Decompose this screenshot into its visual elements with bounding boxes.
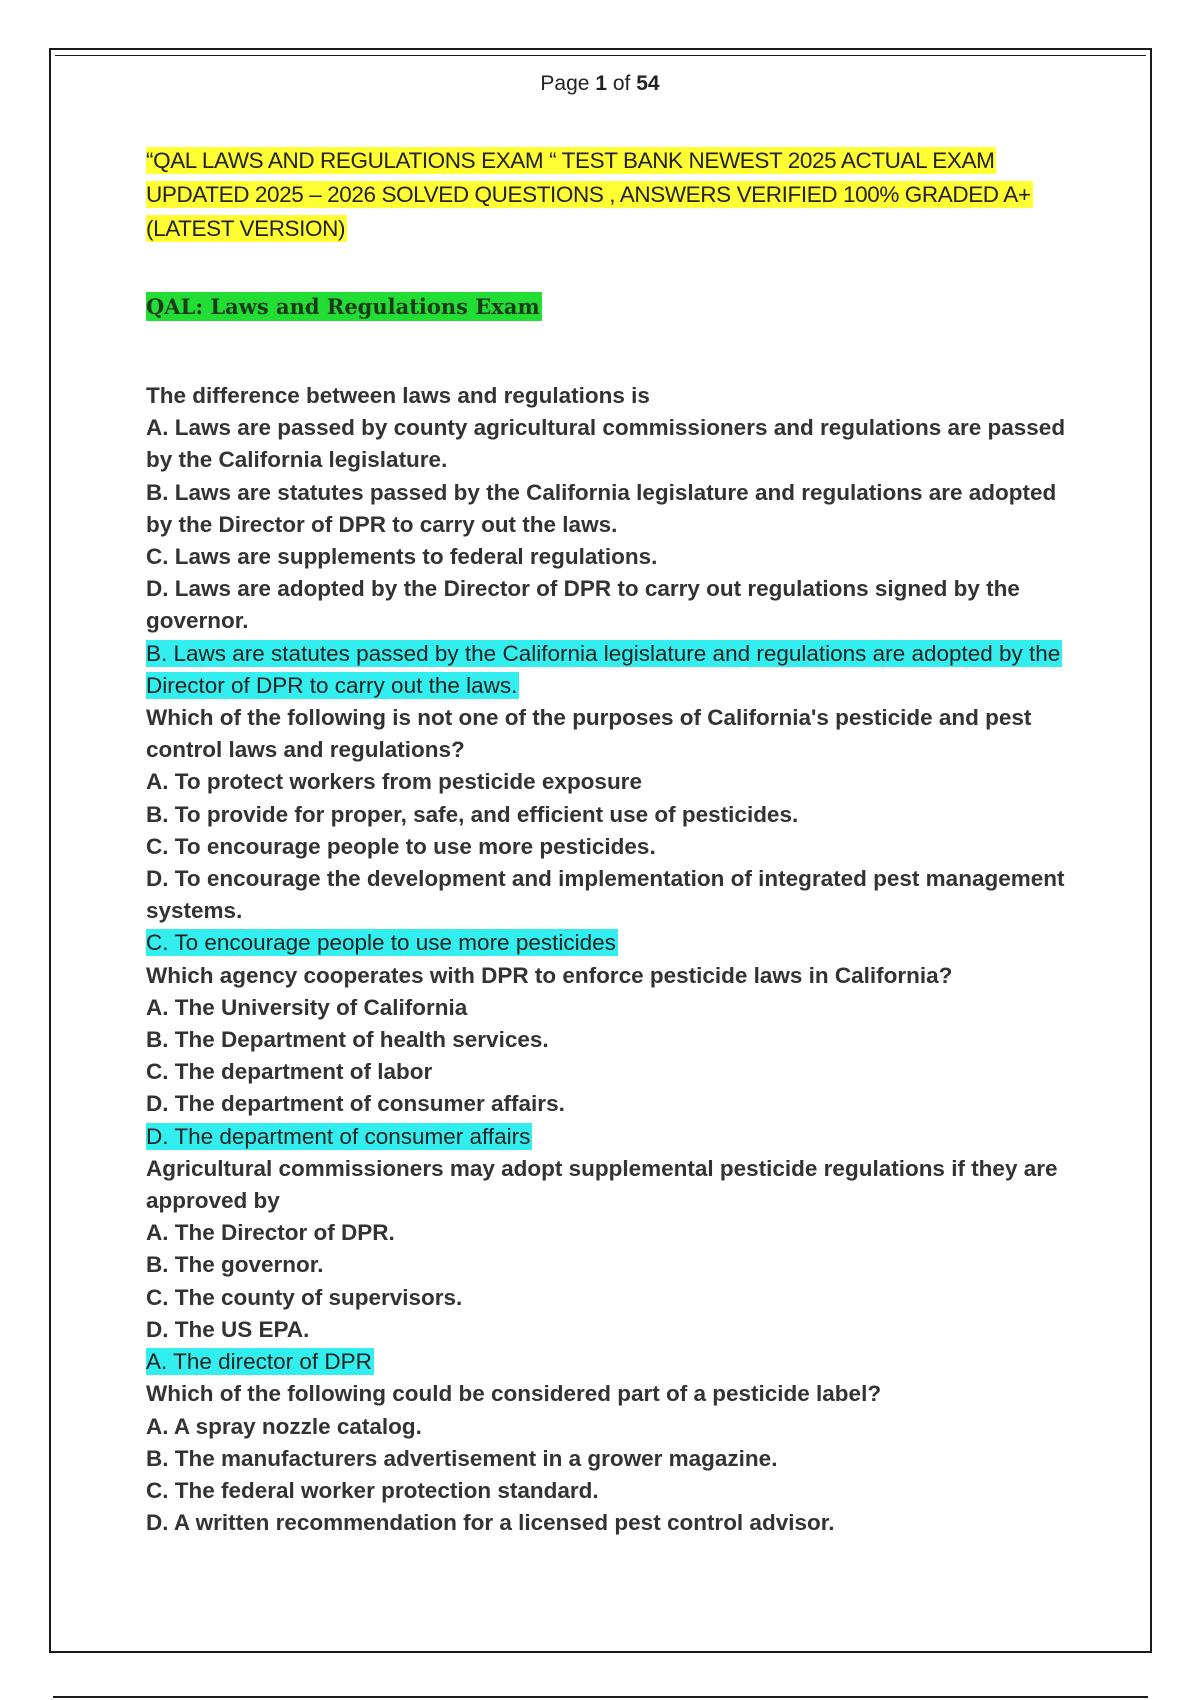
answer-option: D. The US EPA. (146, 1316, 310, 1342)
correct-answer (146, 927, 1066, 959)
answer-option: A. The University of California (146, 994, 468, 1020)
question-list (146, 380, 1066, 1539)
page-prefix: Page (540, 72, 590, 95)
exam-title-line-1: “QAL LAWS AND REGULATIONS EXAM “ TEST BANK NEWEST 2025 ACTUAL EXAM (146, 148, 995, 173)
question-text: Which agency cooperates with DPR to enforce pesticide laws in California? (146, 962, 953, 988)
page-number (0, 72, 1200, 96)
answer-option: B. The governor. (146, 1252, 324, 1278)
answer-option: A. To protect workers from pesticide exposure (146, 769, 642, 795)
question-text: Which of the following is not one of the purposes of California's pesticide and pest control laws and regulations? (146, 705, 1032, 763)
bottom-divider (53, 1696, 1148, 1698)
exam-title-line-2: UPDATED 2025 – 2026 SOLVED QUESTIONS , ANSWERS VERIFIED 100% GRADED A+ (146, 182, 1031, 207)
correct-answer (146, 638, 1066, 702)
exam-subtitle: QAL: Laws and Regulations Exam (146, 294, 540, 319)
answer-option: C. The federal worker protection standard. (146, 1477, 599, 1503)
question-text: Which of the following could be considered part of a pesticide label? (146, 1381, 882, 1407)
answer-option: C. Laws are supplements to federal regulations. (146, 544, 658, 570)
answer-option: D. A written recommendation for a licensed pest control advisor. (146, 1510, 835, 1536)
answer-option: A. The Director of DPR. (146, 1220, 395, 1246)
exam-title-line-3: (LATEST VERSION) (146, 216, 346, 241)
page-of: of (612, 72, 631, 95)
answer-option: D. The department of consumer affairs. (146, 1091, 565, 1117)
page-current: 1 (595, 72, 607, 95)
page-total: 54 (636, 72, 660, 95)
question-text: The difference between laws and regulations is (146, 383, 650, 408)
document-body (146, 144, 1066, 1539)
answer-option: C. The county of supervisors. (146, 1284, 463, 1310)
answer-option: B. The manufacturers advertisement in a grower magazine. (146, 1445, 778, 1471)
question-text: Agricultural commissioners may adopt supplemental pesticide regulations if they are approved by (146, 1155, 1058, 1214)
answer-option: A. Laws are passed by county agricultural commissioners and regulations are passed by the California legislature. (146, 415, 1066, 473)
answer-option: B. The Department of health services. (146, 1027, 549, 1053)
correct-answer (146, 1121, 1066, 1153)
answer-option: D. To encourage the development and implementation of integrated pest management systems. (146, 866, 1065, 924)
correct-answer (146, 1346, 1066, 1378)
answer-option: D. Laws are adopted by the Director of DPR to carry out regulations signed by the governor. (146, 576, 1020, 634)
answer-option: C. To encourage people to use more pesticides. (146, 833, 656, 859)
correct-answer-text: A. The director of DPR (146, 1349, 372, 1375)
answer-option: B. Laws are statutes passed by the California legislature and regulations are adopted by the Director of DPR to carry out the laws. (146, 479, 1057, 537)
answer-option: C. The department of labor (146, 1059, 433, 1085)
correct-answer-text: D. The department of consumer affairs (146, 1123, 531, 1149)
answer-option: B. To provide for proper, safe, and efficient use of pesticides. (146, 801, 799, 827)
correct-answer-text: B. Laws are statutes passed by the California legislature and regulations are adopted by the Director of DPR to carry out the laws. (146, 640, 1061, 698)
answer-option: A. A spray nozzle catalog. (146, 1413, 422, 1439)
exam-title (146, 144, 1066, 246)
correct-answer-text: C. To encourage people to use more pesticides (146, 930, 616, 956)
